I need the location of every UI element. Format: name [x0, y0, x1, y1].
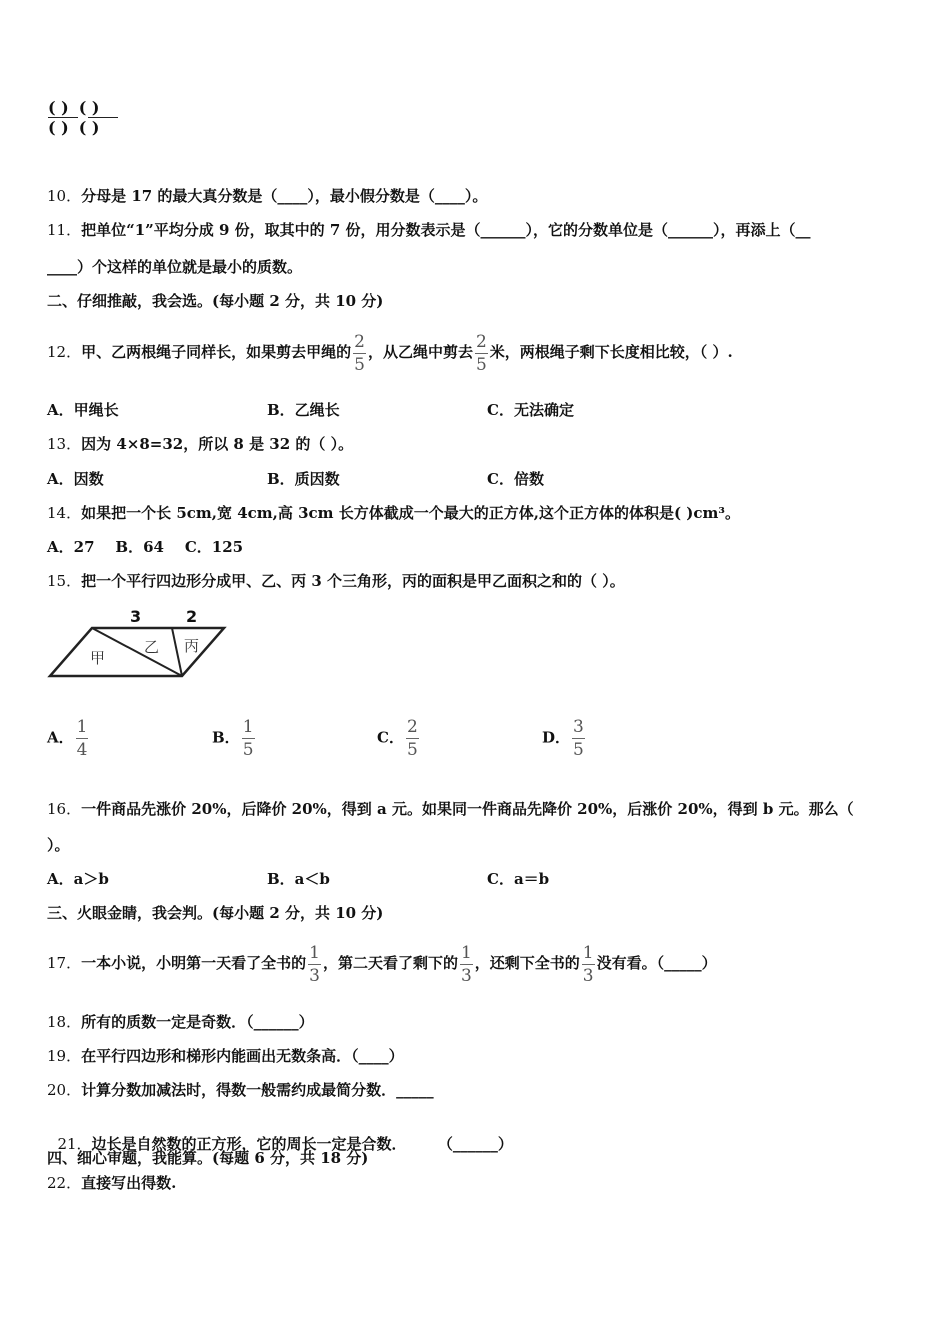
option-b: B．乙绳长: [267, 401, 340, 419]
fraction: $\frac{1}{3}$: [582, 942, 594, 986]
question-11: 11．把单位“1”平均分成 9 份，取其中的 7 份，用分数表示是（______），它的分数单位是（______），再添上（__: [47, 221, 811, 239]
question-14: 14．如果把一个长 5cm,宽 4cm,高 3cm 长方体截成一个最大的正方体,这个正方体的体积是( )cm³。: [47, 504, 740, 522]
option-a: A．甲绳长: [47, 401, 119, 419]
question-11-continued: ____）个这样的单位就是最小的质数。: [47, 258, 303, 276]
option-d: D． $\frac{3}{5}$: [542, 717, 584, 760]
question-text: 直接写出得数.: [81, 1174, 177, 1192]
fraction: $\frac{1}{3}$: [460, 942, 472, 986]
question-21: 21．边长是自然数的正方形，它的周长一定是合数． （______）: [57, 1135, 513, 1153]
option-b: B．a＜b: [267, 870, 330, 888]
fraction: $\frac{2}{5}$: [475, 331, 487, 375]
section-4-title: 四、细心审题，我能算。(每题 6 分，共 18 分): [47, 1149, 369, 1167]
paren-fraction-pair: [48, 98, 118, 137]
question-16: 16．一件商品先涨价 20%，后降价 20%，得到 a 元。如果同一件商品先降价 20%，后涨价 20%，得到 b 元。那么（: [47, 800, 854, 818]
question-12: 12．甲、乙两根绳子同样长，如果剪去甲绳的 $\frac{2}{5}$ ，从乙绳中剪去 $\frac{2}{5}$ 米，两根绳子剩下长度相比较，（ ）.: [47, 331, 733, 375]
option-b: B．质因数: [267, 470, 340, 488]
question-15: 15．把一个平行四边形分成甲、乙、丙 3 个三角形，丙的面积是甲乙面积之和的（ ）。: [47, 572, 625, 590]
triangle-bing-label: 丙: [184, 637, 200, 655]
fraction: $\frac{1}{5}$: [242, 717, 254, 760]
fraction: $\frac{1}{3}$: [309, 942, 320, 986]
options-row: A．27 B．64 C．125: [47, 538, 244, 556]
option-c: C． $\frac{2}{5}$: [377, 717, 418, 760]
question-13: 13．因为 4×8=32，所以 8 是 32 的（ ）。: [47, 435, 354, 453]
option-c: C．倍数: [487, 470, 544, 488]
question-10: 10．分母是 17 的最大真分数是（____），最小假分数是（____）。: [47, 187, 488, 205]
fraction: $\frac{2}{5}$: [406, 717, 418, 760]
question-text: 边长是自然数的正方形，它的周长一定是合数． （______）: [91, 1135, 513, 1153]
paren-blank: ( ): [78, 98, 100, 117]
fraction: $\frac{1}{4}$: [76, 717, 88, 760]
label-2: 2: [186, 607, 198, 626]
section-3-title: 三、火眼金睛，我会判。(每小题 2 分，共 10 分): [47, 904, 384, 922]
label-3: 3: [130, 607, 142, 626]
question-text: 把单位“1”平均分成 9 份，取其中的 7 份，用分数表示是（______），它的分数单位是（______），再添上（__: [81, 221, 811, 239]
paren-blank: ( ): [48, 118, 69, 137]
option-c: C．无法确定: [487, 401, 574, 419]
option-a: A．因数: [47, 470, 104, 488]
question-text: 分母是 17 的最大真分数是（____），最小假分数是（____）。: [81, 187, 488, 205]
question-17: 17．一本小说，小明第一天看了全书的 $\frac{1}{3}$ ，第二天看了剩下的 $\frac{1}{3}$ ，还剩下全书的 $\frac{1}{3}$ 没有看。（_____）: [47, 942, 717, 986]
parallelogram-figure: [46, 606, 232, 686]
triangle-jia-label: 甲: [90, 649, 106, 667]
section-2-title: 二、仔细推敲，我会选。(每小题 2 分，共 10 分): [47, 292, 384, 310]
question-text: 所有的质数一定是奇数．（______）: [81, 1013, 314, 1031]
option-a: A．a＞b: [47, 870, 109, 888]
paren-blank: ( ): [48, 98, 69, 117]
question-text: 在平行四边形和梯形内能画出无数条高．（____）: [81, 1047, 404, 1065]
question-text: 因为 4×8=32，所以 8 是 32 的（ ）。: [81, 435, 354, 453]
paren-blank: ( ): [78, 118, 100, 137]
fraction: $\frac{3}{5}$: [573, 717, 584, 760]
question-text: 计算分数加减法时，得数一般需约成最简分数．_____: [81, 1081, 434, 1099]
option-c: C．a＝b: [487, 870, 550, 888]
question-text: 如果把一个长 5cm,宽 4cm,高 3cm 长方体截成一个最大的正方体,这个正方体的体积是( )cm³。: [81, 504, 740, 522]
option-a: A． $\frac{1}{4}$: [47, 717, 88, 760]
question-text: 一件商品先涨价 20%，后降价 20%，得到 a 元。如果同一件商品先降价 20%，后涨价 20%，得到 b 元。那么（: [81, 800, 854, 818]
question-20: 20．计算分数加减法时，得数一般需约成最简分数．_____: [47, 1081, 434, 1099]
fraction: $\frac{2}{5}$: [354, 331, 365, 375]
question-text: 把一个平行四边形分成甲、乙、丙 3 个三角形，丙的面积是甲乙面积之和的（ ）。: [81, 572, 625, 590]
question-16-continued: ）。: [47, 836, 70, 854]
question-22: 22．直接写出得数.: [47, 1174, 177, 1192]
triangle-yi-label: 乙: [144, 638, 160, 656]
question-18: 18．所有的质数一定是奇数．（______）: [47, 1013, 314, 1031]
option-b: B． $\frac{1}{5}$: [212, 717, 254, 760]
question-19: 19．在平行四边形和梯形内能画出无数条高．（____）: [47, 1047, 404, 1065]
